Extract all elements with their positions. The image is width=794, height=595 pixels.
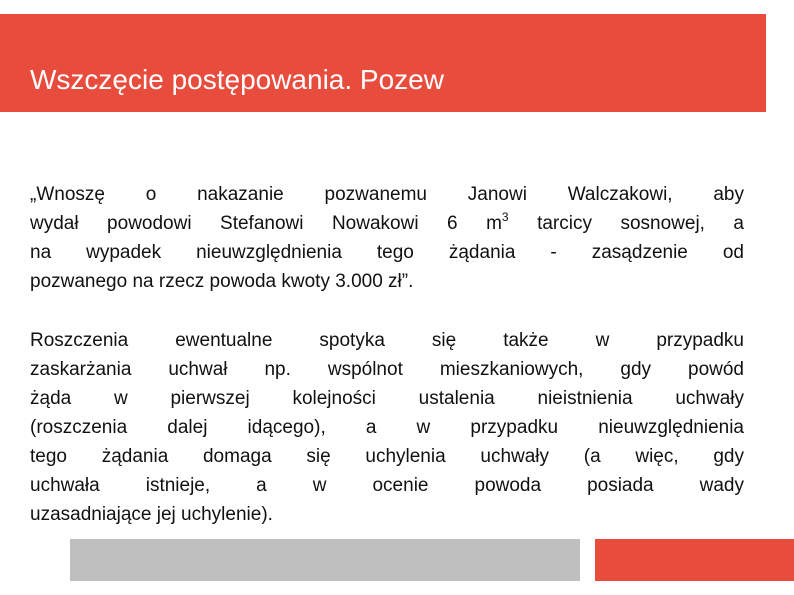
- slide-title: Wszczęcie postępowania. Pozew: [30, 64, 444, 95]
- text-line: uchwała istnieje, a w ocenie powoda posiada wady: [30, 475, 744, 496]
- text-line: Roszczenia ewentualne spotyka się także w przypadku: [30, 330, 744, 351]
- text-line: „Wnoszę o nakazanie pozwanemu Janowi Walczakowi, aby: [30, 184, 744, 205]
- text-fragment: wydał powodowi Stefanowi Nowakowi 6 m: [30, 213, 502, 234]
- text-line: żąda w pierwszej kolejności ustalenia nieistnienia uchwały: [30, 388, 744, 409]
- superscript: 3: [501, 210, 509, 224]
- text-line: [30, 209, 744, 238]
- footer-gray-bar: [70, 539, 580, 581]
- text-line: uzasadniające jej uchylenie).: [30, 504, 273, 525]
- text-fragment: tarcicy sosnowej, a: [508, 213, 744, 234]
- text-line: pozwanego na rzecz powoda kwoty 3.000 zł”.: [30, 271, 414, 292]
- paragraph-alternative-claims: [30, 326, 744, 529]
- footer-red-bar: [595, 539, 794, 581]
- text-line: na wypadek nieuwzględnienia tego żądania - zasądzenie od: [30, 242, 744, 263]
- text-line: tego żądania domaga się uchylenia uchwały (a więc, gdy: [30, 446, 744, 467]
- slide-body: [30, 180, 744, 529]
- text-line: zaskarżania uchwał np. wspólnot mieszkaniowych, gdy powód: [30, 359, 744, 380]
- text-line: (roszczenia dalej idącego), a w przypadku nieuwzględnienia: [30, 417, 744, 438]
- paragraph-claim-quote: [30, 180, 744, 296]
